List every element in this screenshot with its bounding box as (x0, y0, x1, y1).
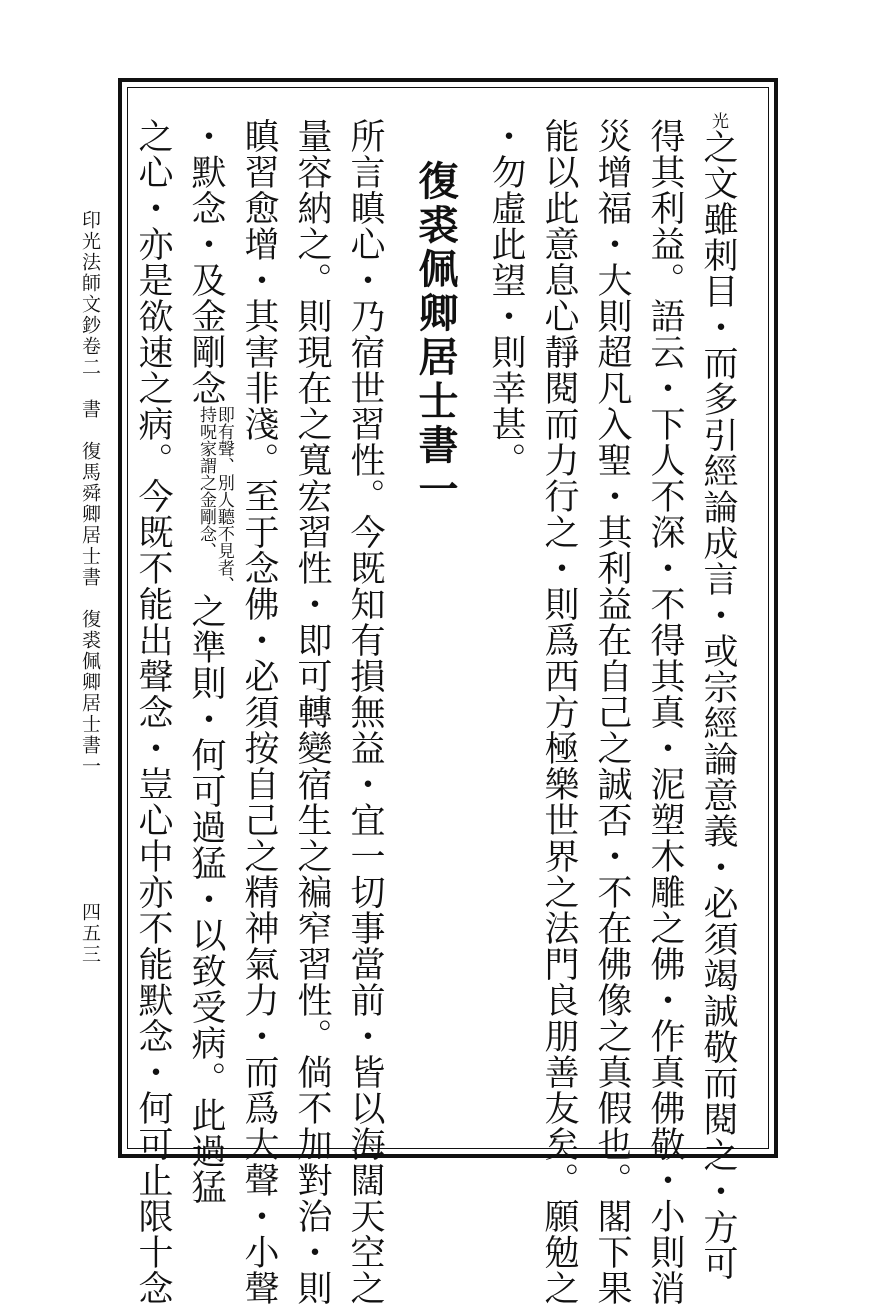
prev-letter-column-5: ・勿虛此望・則幸甚。 (486, 118, 526, 478)
letter-body-column-5: 之心・亦是欲速之病。今既不能出聲念・豈心中亦不能默念・何可止限十念 (133, 118, 173, 1306)
prev-letter-column-2: 得其利益。語云・下人不深・不得其真・泥塑木雕之佛・作真佛敬・小則消 (645, 118, 685, 1306)
section-label: 書 (79, 399, 101, 420)
prev-letter-column-4: 能以此意息心靜閱而力行之・則爲西方極樂世界之法門良朋善友矣。願勉之 (539, 118, 579, 1306)
letter-title: 復裘佩卿居士書一 (412, 160, 459, 512)
letter-body-column-2: 量容納之。則現在之寬宏習性・即可轉變宿生之褊窄習性。倘不加對治・則 (292, 118, 332, 1306)
letter-body-column-3: 瞋習愈增・其害非淺。至于念佛・必須按自己之精神氣力・而爲大聲・小聲 (239, 118, 279, 1306)
book-title: 印光法師文鈔卷二 (79, 210, 101, 378)
letter-body-column-4: ・默念・及金剛念 即有聲、別人聽不見者、 持呪家謂之金剛念、 之準則・何可過猛・以致受病。此過猛 (186, 118, 234, 1205)
prev-letter-column-3: 災增福・大則超凡入聖・其利益在自己之誠否・不在佛像之真假也。閣下果 (592, 118, 632, 1306)
running-header (80, 210, 99, 777)
author-self-reference: 光 (708, 112, 728, 129)
prev-letter-column-1: 光之文雖刺目・而多引經論成言・或宗經論意義・必須竭誠敬而閱之・方可 (698, 112, 738, 1281)
letter-titles: 復馬舜卿居士書 復裘佩卿居士書一 (79, 441, 101, 777)
interlinear-note: 即有聲、別人聽不見者、 持呪家謂之金剛念、 (196, 406, 234, 593)
letter-body-column-1: 所言瞋心・乃宿世習性。今既知有損無益・宜一切事當前・皆以海闊天空之 (345, 118, 385, 1306)
page-number: 四五三 (79, 902, 101, 965)
